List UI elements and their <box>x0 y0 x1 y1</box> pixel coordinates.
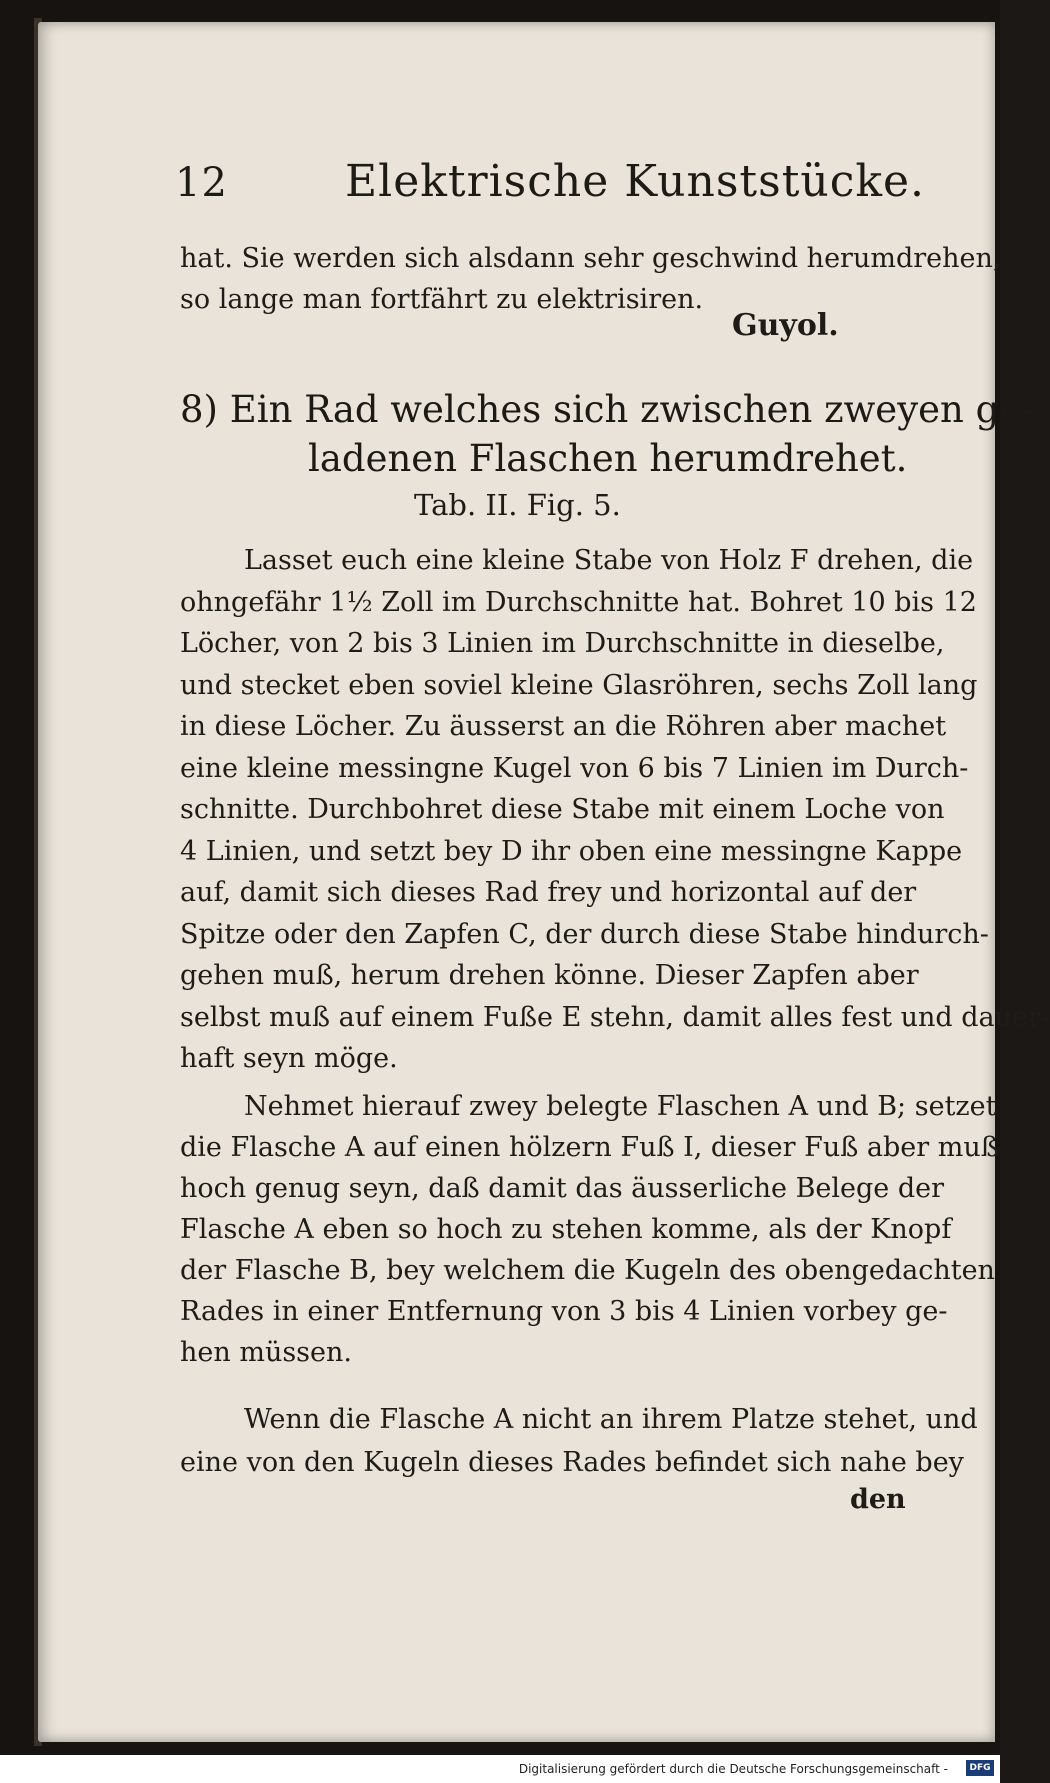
text-line: und stecket eben soviel kleine Glasröhren, sechs Zoll lang <box>180 669 978 701</box>
text-line: Nehmet hierauf zwey belegte Flaschen A und B; setzet <box>244 1091 997 1122</box>
text-line: hat. Sie werden sich alsdann sehr geschwind herumdrehen, <box>180 243 1002 274</box>
heading-line: ladenen Flaschen herumdrehet. <box>308 437 908 480</box>
text-line: der Flasche B, bey welchem die Kugeln des obengedachten <box>180 1255 995 1286</box>
heading-line: 8) Ein Rad welches sich zwischen zweyen ge- <box>180 388 1034 431</box>
catchword: den <box>850 1484 906 1515</box>
text-line: 4 Linien, und setzt bey D ihr oben eine messingne Kappe <box>180 835 963 867</box>
text-line: eine von den Kugeln dieses Rades befindet sich nahe bey <box>180 1447 964 1478</box>
text-line: in diese Löcher. Zu äusserst an die Röhren aber machet <box>180 711 947 742</box>
digitization-credit: Digitalisierung gefördert durch die Deutsche Forschungsgemeinschaft - <box>518 1762 948 1776</box>
page-number: 12 <box>175 160 228 206</box>
text-line: selbst muß auf einem Fuße E stehn, damit alles fest und dauer- <box>180 1001 1050 1033</box>
running-title: Elektrische Kunststücke. <box>345 156 926 207</box>
text-line: Wenn die Flasche A nicht an ihrem Platze stehet, und <box>244 1404 978 1435</box>
text-line: Löcher, von 2 bis 3 Linien im Durchschnitte in dieselbe, <box>180 628 945 659</box>
text-line: so lange man fortfährt zu elektrisiren. <box>180 284 704 315</box>
text-line: gehen muß, herum drehen könne. Dieser Zapfen aber <box>180 960 919 991</box>
text-line: auf, damit sich dieses Rad frey und horizontal auf der <box>180 877 917 908</box>
text-line: die Flasche A auf einen hölzern Fuß I, dieser Fuß aber muß <box>180 1132 999 1163</box>
dfg-logo: DFG <box>966 1760 994 1776</box>
text-line: eine kleine messingne Kugel von 6 bis 7 Linien im Durch- <box>180 752 969 784</box>
section-heading <box>180 388 1034 480</box>
text-line: Flasche A eben so hoch zu stehen komme, als der Knopf <box>180 1214 952 1245</box>
text-line: haft seyn möge. <box>180 1043 398 1074</box>
text-line: Lasset euch eine kleine Stabe von Holz F drehen, die <box>244 545 974 576</box>
paragraph-2 <box>180 1086 999 1373</box>
text-line: hoch genug seyn, daß damit das äusserliche Belege der <box>180 1173 945 1204</box>
paragraph-3 <box>180 1398 978 1484</box>
text-line: Rades in einer Entfernung von 3 bis 4 Linien vorbey ge- <box>180 1296 948 1327</box>
paragraph-1 <box>180 540 1050 1080</box>
figure-reference: Tab. II. Fig. 5. <box>414 488 621 522</box>
text-line: schnitte. Durchbohret diese Stabe mit einem Loche von <box>180 794 945 825</box>
author-signature: Guyol. <box>732 308 839 343</box>
page-header <box>175 150 935 220</box>
text-line: Spitze oder den Zapfen C, der durch diese Stabe hindurch- <box>180 918 989 950</box>
text-line: ohngefähr 1½ Zoll im Durchschnitte hat. Bohret 10 bis 12 <box>180 586 977 618</box>
text-line: hen müssen. <box>180 1337 352 1368</box>
